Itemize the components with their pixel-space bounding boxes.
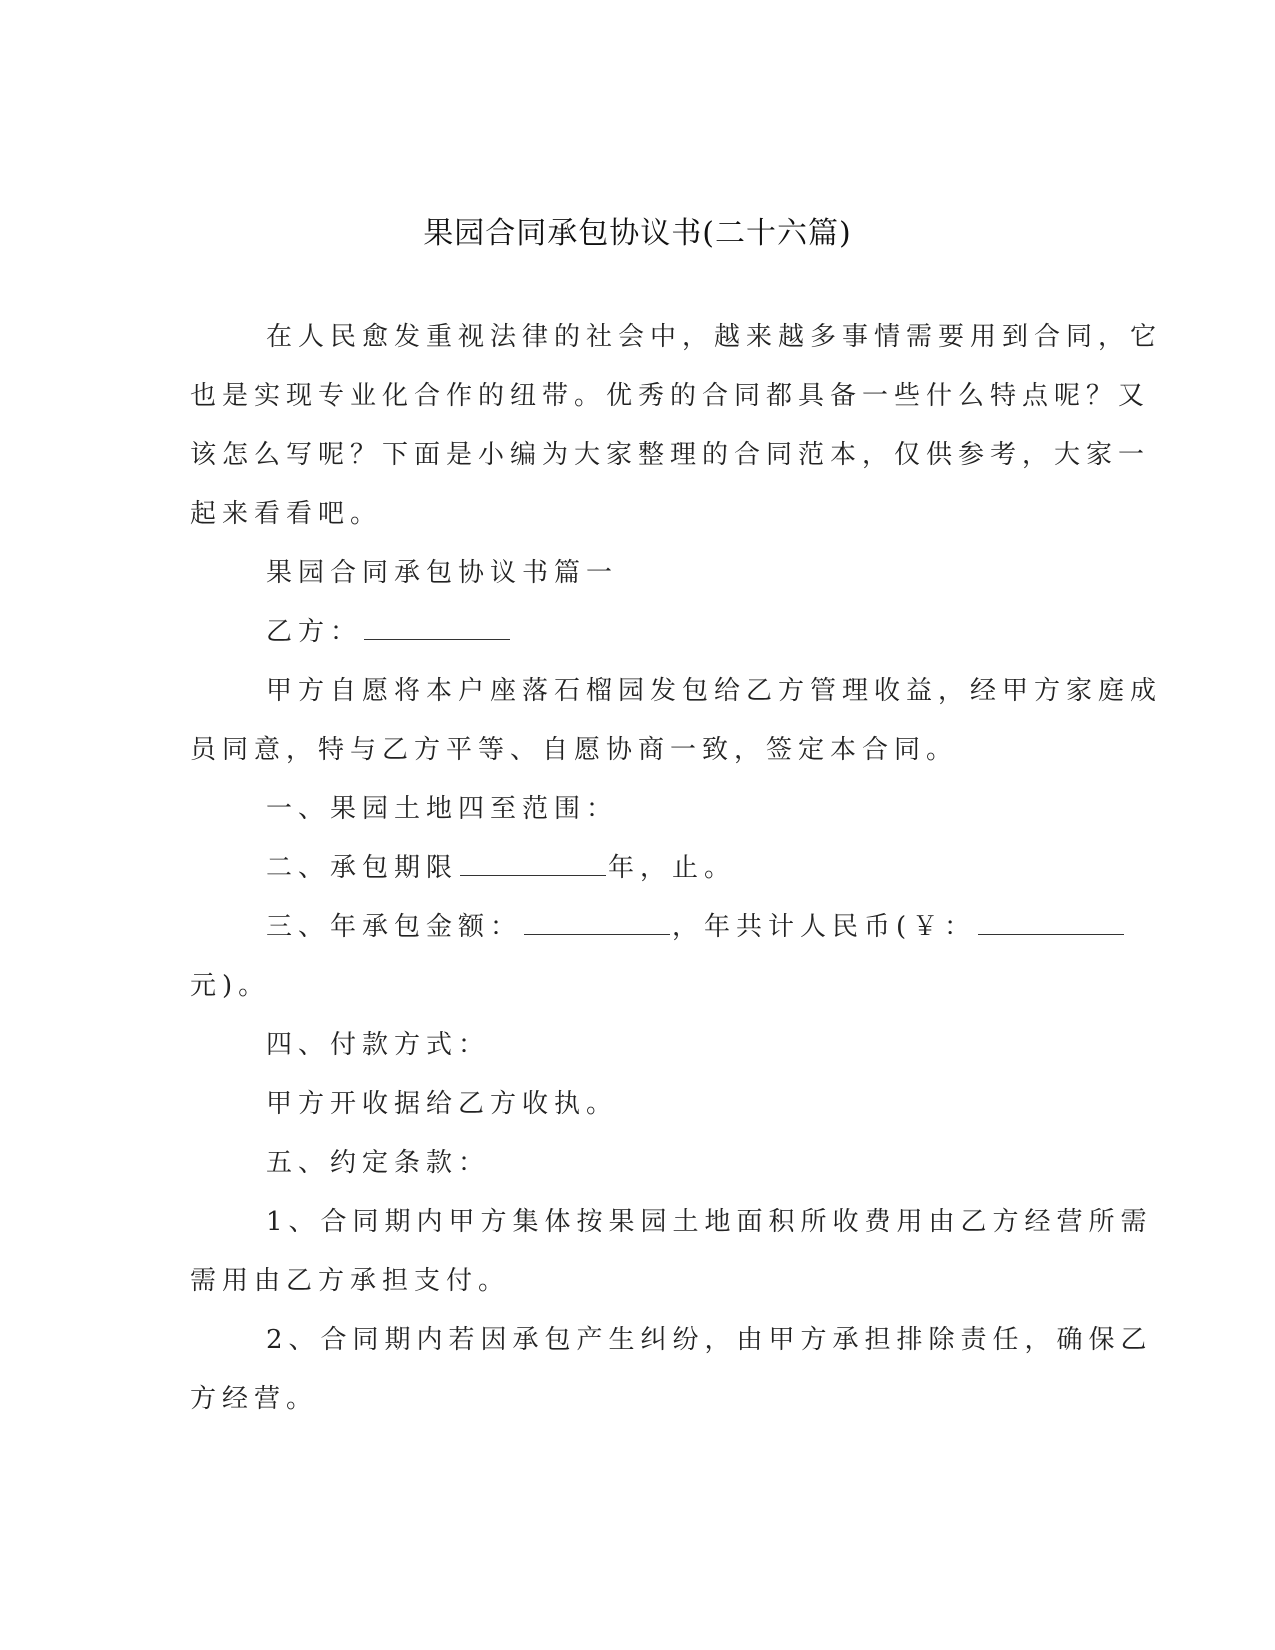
section-heading: 果园合同承包协议书篇一	[266, 558, 619, 588]
item-2-prefix: 二、承包期限	[266, 853, 459, 883]
intro-line-1: 在人民愈发重视法律的社会中，越来越多事情需要用到合同，它	[266, 322, 1163, 352]
item-5: 五、约定条款：	[266, 1148, 491, 1178]
para1-line-2: 员同意，特与乙方平等、自愿协商一致，签定本合同。	[190, 735, 959, 765]
item-3-line	[266, 910, 1126, 944]
total-amount-blank	[978, 910, 1124, 935]
para1-line-1: 甲方自愿将本户座落石榴园发包给乙方管理收益，经甲方家庭成	[266, 676, 1163, 706]
term-blank	[460, 851, 606, 876]
item-4: 四、付款方式：	[266, 1030, 491, 1060]
item-3-line-2: 元)。	[190, 971, 271, 1001]
item-1: 一、果园土地四至范围：	[266, 794, 619, 824]
party-b-blank	[364, 615, 510, 640]
item-2-line	[266, 851, 736, 885]
intro-line-3: 该怎么写呢？下面是小编为大家整理的合同范本，仅供参考，大家一	[190, 440, 1151, 470]
clause-2-line-1: 2、合同期内若因承包产生纠纷，由甲方承担排除责任，确保乙	[266, 1325, 1153, 1355]
item-3-prefix: 三、年承包金额：	[266, 912, 523, 942]
intro-line-4: 起来看看吧。	[190, 499, 383, 529]
clause-1-line-1: 1、合同期内甲方集体按果园土地面积所收费用由乙方经营所需	[266, 1207, 1153, 1237]
clause-1-line-2: 需用由乙方承担支付。	[190, 1266, 511, 1296]
item-3-middle: ，年共计人民币(￥：	[672, 912, 977, 942]
item-2-suffix: 年，止。	[608, 853, 737, 883]
annual-amount-blank	[524, 910, 670, 935]
party-b-label: 乙方：	[266, 617, 363, 647]
party-b-line	[266, 615, 512, 649]
clause-2-line-2: 方经营。	[190, 1384, 319, 1414]
document-title: 果园合同承包协议书(二十六篇)	[423, 216, 852, 251]
payment-note: 甲方开收据给乙方收执。	[266, 1089, 619, 1119]
intro-line-2: 也是实现专业化合作的纽带。优秀的合同都具备一些什么特点呢？又	[190, 381, 1151, 411]
